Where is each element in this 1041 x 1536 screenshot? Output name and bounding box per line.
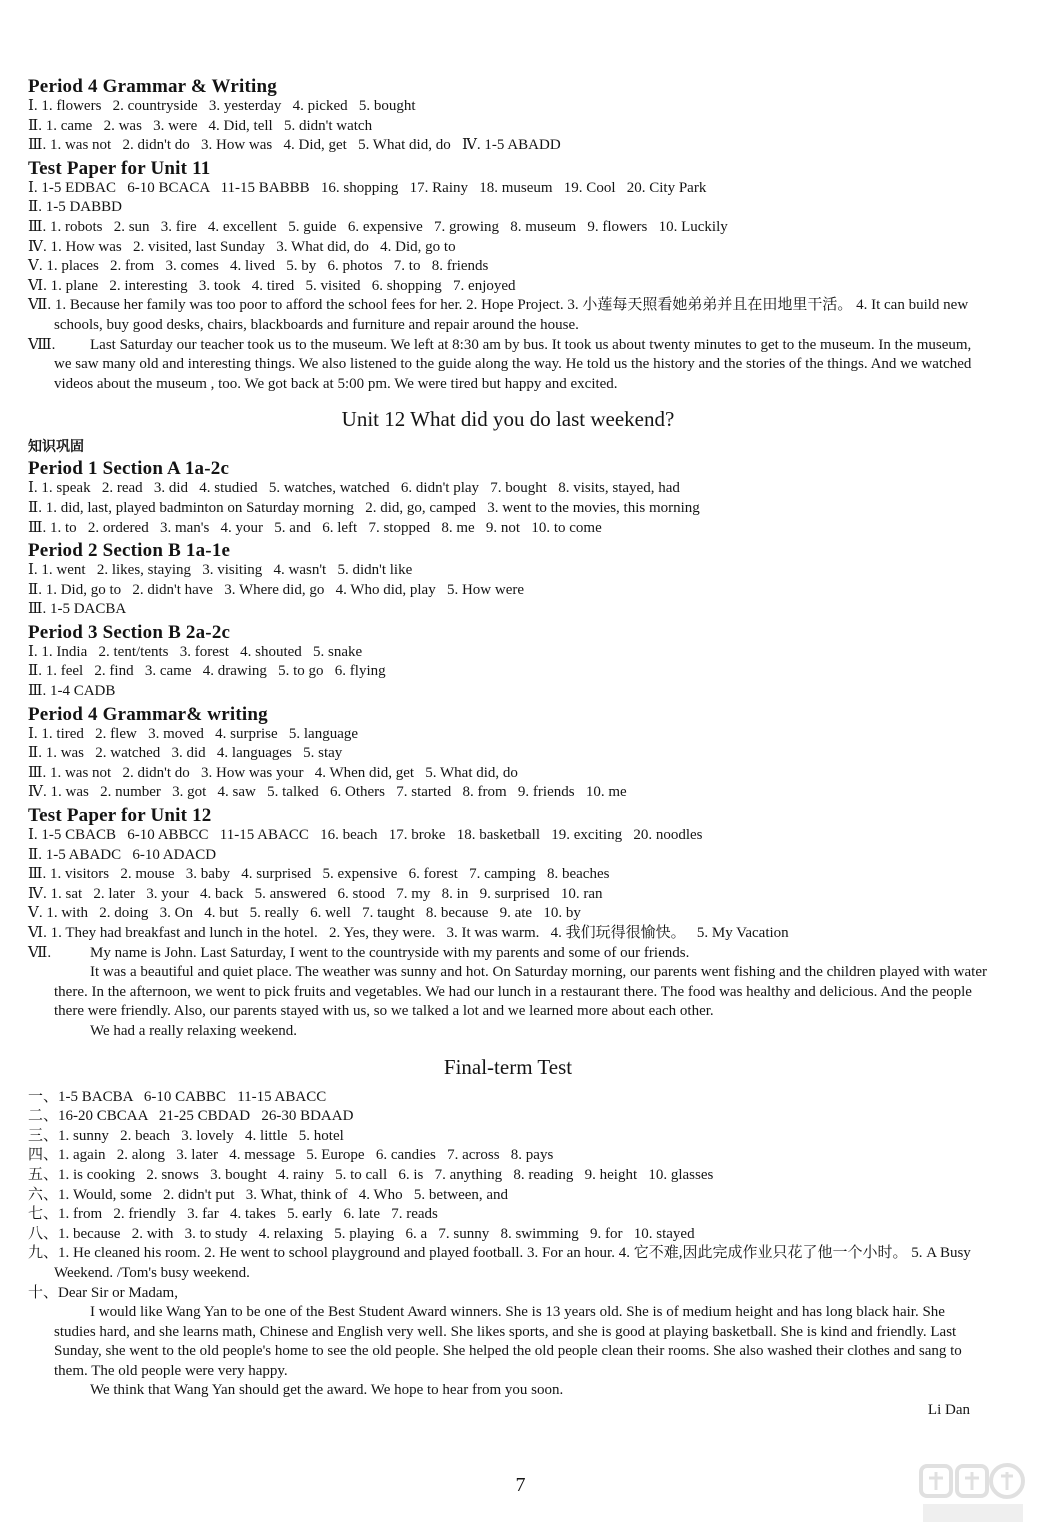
answer-line: Ⅴ. 1. with 2. doing 3. On 4. but 5. really 6. well 7. taught 8. because 9. ate 10. by	[28, 905, 581, 922]
unit11-period4	[28, 76, 988, 156]
section-heading: Period 3 Section B 2a-2c	[28, 621, 231, 643]
answer-line: Ⅰ. 1. India 2. tent/tents 3. forest 4. shouted 5. snake	[28, 643, 363, 660]
question-number: 十、	[28, 1284, 59, 1301]
section-heading: Period 1 Section A 1a-2c	[28, 458, 230, 480]
section-label: 知识巩固	[28, 440, 84, 456]
answer-line: Ⅱ. 1. came 2. was 3. were 4. Did, tell 5. didn't watch	[28, 117, 373, 134]
essay-paragraph: My name is John. Last Saturday, I went to the countryside with my parents and some of our friends.	[90, 944, 690, 961]
answer-line: Ⅲ. 1. was not 2. didn't do 3. How was 4. Did, get 5. What did, do Ⅳ. 1-5 ABADD	[28, 137, 561, 154]
greeting-text: Dear Sir or Madam,	[58, 1284, 178, 1301]
answer-line: Ⅲ. 1. was not 2. didn't do 3. How was your 4. When did, get 5. What did, do	[28, 764, 518, 781]
answer-line: Ⅲ. 1-4 CADB	[28, 683, 116, 700]
unit-title: Unit 12 What did you do last weekend?	[341, 407, 675, 432]
answer-line: Ⅱ. 1. did, last, played badminton on Saturday morning 2. did, go, camped 3. went to the movies, this morning	[28, 499, 700, 516]
essay-paragraph: We think that Wang Yan should get the award. We hope to hear from you soon.	[90, 1382, 564, 1399]
section-heading: Period 2 Section B 1a-1e	[28, 540, 231, 562]
answer-line: 八、1. because 2. with 3. to study 4. relaxing 5. playing 6. a 7. sunny 8. swimming 9. for 10. stayed	[28, 1225, 695, 1242]
answer-line: Ⅰ. 1. tired 2. flew 3. moved 4. surprise 5. language	[28, 725, 359, 742]
unit12-period1	[28, 458, 988, 538]
section-heading: Period 4 Grammar & Writing	[28, 76, 277, 97]
answer-line: 九、1. He cleaned his room. 2. He went to school playground and played football. 3. For an hour. 4. 它不难,因此完成作业只花了他一个小时。 5. A Busy Weekend. /Tom's busy weekend.	[28, 1245, 971, 1281]
answer-line: Ⅶ. 1. Because her family was too poor to afford the school fees for her. 2. Hope Project. 3. 小莲每天照看她弟弟并且在田地里干活。 4. It can build new schools, buy good desks, chairs, blackboards and furniture and repair around the house.	[28, 297, 969, 333]
answer-line: 一、1-5 BACBA 6-10 CABBC 11-15 ABACC	[28, 1088, 327, 1105]
answer-line: Ⅰ. 1. went 2. likes, staying 3. visiting 4. wasn't 5. didn't like	[28, 562, 413, 579]
answer-line: 四、1. again 2. along 3. later 4. message 5. Europe 6. candies 7. across 8. pays	[28, 1147, 554, 1164]
answer-line: Ⅱ. 1. Did, go to 2. didn't have 3. Where did, go 4. Who did, play 5. How were	[28, 581, 525, 598]
unit11-test-paper	[28, 158, 988, 395]
writing-answer	[28, 944, 988, 1042]
answer-page	[28, 74, 988, 1421]
answer-line: Ⅵ. 1. plane 2. interesting 3. took 4. tired 5. visited 6. shopping 7. enjoyed	[28, 277, 516, 294]
answer-line: 三、1. sunny 2. beach 3. lovely 4. little 5. hotel	[28, 1127, 344, 1144]
answer-line: 五、1. is cooking 2. snows 3. bought 4. rainy 5. to call 6. is 7. anything 8. reading 9. height 10. glasses	[28, 1166, 714, 1183]
final-test-answers	[28, 1088, 988, 1421]
page-number: 7	[515, 1474, 526, 1496]
answer-line: Ⅳ. 1. sat 2. later 3. your 4. back 5. answered 6. stood 7. my 8. in 9. surprised 10. ran	[28, 885, 603, 902]
answer-line: Ⅰ. 1-5 EDBAC 6-10 BCACA 11-15 BABBB 16. shopping 17. Rainy 18. museum 19. Cool 20. City Park	[28, 179, 707, 196]
question-number: Ⅷ.	[28, 336, 56, 353]
answer-line: Ⅰ. 1-5 CBACB 6-10 ABBCC 11-15 ABACC 16. beach 17. broke 18. basketball 19. exciting 20. noodles	[28, 827, 703, 844]
essay-paragraph: I would like Wang Yan to be one of the Best Student Award winners. She is 13 years old. She is of medium height and has long black hair. She studies hard, and she learns math, Chinese and English very well. She likes sports, and she is good at playing basketball. She is kind and friendly. Last Sunday, she went to the old people's home to see the old people. She helped the old people clean their rooms. She also washed their clothes and sang to them. The old people were very happy.	[54, 1304, 962, 1379]
section-heading: Test Paper for Unit 12	[28, 805, 212, 827]
essay-paragraph: We had a really relaxing weekend.	[90, 1022, 298, 1039]
answer-line: Ⅴ. 1. places 2. from 3. comes 4. lived 5. by 6. photos 7. to 8. friends	[28, 258, 489, 275]
answer-line: Ⅳ. 1. was 2. number 3. got 4. saw 5. talked 6. Others 7. started 8. from 9. friends 10. me	[28, 784, 627, 801]
unit12-period3	[28, 622, 988, 702]
answer-site-logo-icon	[917, 1460, 1029, 1528]
answer-line: Ⅳ. 1. How was 2. visited, last Sunday 3. What did, do 4. Did, go to	[28, 238, 456, 255]
answer-line: Ⅱ. 1. was 2. watched 3. did 4. languages 5. stay	[28, 745, 343, 762]
essay-paragraph: Last Saturday our teacher took us to the museum. We left at 8:30 am by bus. It took us about twenty minutes to get to the museum. In the museum, we saw many old and interesting things. We also listened to the guide along the way. He told us the history and the stories of the things. And we watched videos about the museum , too. We got back at 5:00 pm. We were tired but happy and excited.	[54, 336, 972, 392]
letter-signature: Li Dan	[927, 1402, 970, 1419]
answer-line: 七、1. from 2. friendly 3. far 4. takes 5. early 6. late 7. reads	[28, 1206, 438, 1223]
answer-line: Ⅲ. 1. visitors 2. mouse 3. baby 4. surprised 5. expensive 6. forest 7. camping 8. beaches	[28, 866, 610, 883]
answer-line: Ⅲ. 1-5 DACBA	[28, 601, 127, 618]
answer-line: 六、1. Would, some 2. didn't put 3. What, think of 4. Who 5. between, and	[28, 1186, 509, 1203]
writing-answer	[28, 336, 988, 395]
essay-paragraph: It was a beautiful and quiet place. The weather was sunny and hot. On Saturday morning, our parents went fishing and the children played with water there. In the afternoon, we went to pick fruits and vegetables. We had our lunch in a restaurant there. The food was healthy and delicious. And the people there were friendly. Also, our parents stayed with us, so we talked a lot and we learned more about each other.	[54, 964, 987, 1020]
letter-greeting	[28, 1284, 988, 1304]
answer-line: Ⅱ. 1-5 DABBD	[28, 199, 122, 216]
unit12-period4	[28, 704, 988, 803]
answer-line: Ⅲ. 1. robots 2. sun 3. fire 4. excellent 5. guide 6. expensive 7. growing 8. museum 9. flowers 10. Luckily	[28, 218, 728, 235]
answer-line: Ⅱ. 1-5 ABADC 6-10 ADACD	[28, 846, 217, 863]
writing-answer	[28, 1284, 988, 1421]
section-heading: Period 4 Grammar& writing	[28, 703, 268, 725]
answer-line: Ⅰ. 1. flowers 2. countryside 3. yesterday 4. picked 5. bought	[28, 98, 416, 114]
section-heading: Test Paper for Unit 11	[28, 157, 211, 179]
answer-line: Ⅰ. 1. speak 2. read 3. did 4. studied 5. watches, watched 6. didn't play 7. bought 8. visits, stayed, had	[28, 480, 680, 497]
question-number: Ⅶ.	[28, 944, 52, 961]
unit12-test-paper	[28, 805, 988, 1042]
unit12-period2	[28, 540, 988, 620]
answer-line: Ⅲ. 1. to 2. ordered 3. man's 4. your 5. and 6. left 7. stopped 8. me 9. not 10. to come	[28, 519, 602, 536]
final-test-title: Final-term Test	[443, 1054, 573, 1079]
answer-line: Ⅱ. 1. feel 2. find 3. came 4. drawing 5. to go 6. flying	[28, 663, 386, 680]
answer-line: 二、16-20 CBCAA 21-25 CBDAD 26-30 BDAAD	[28, 1108, 354, 1125]
answer-line: Ⅵ. 1. They had breakfast and lunch in the hotel. 2. Yes, they were. 3. It was warm. 4. 我们玩得很愉快。 5. My Vacation	[28, 925, 789, 941]
